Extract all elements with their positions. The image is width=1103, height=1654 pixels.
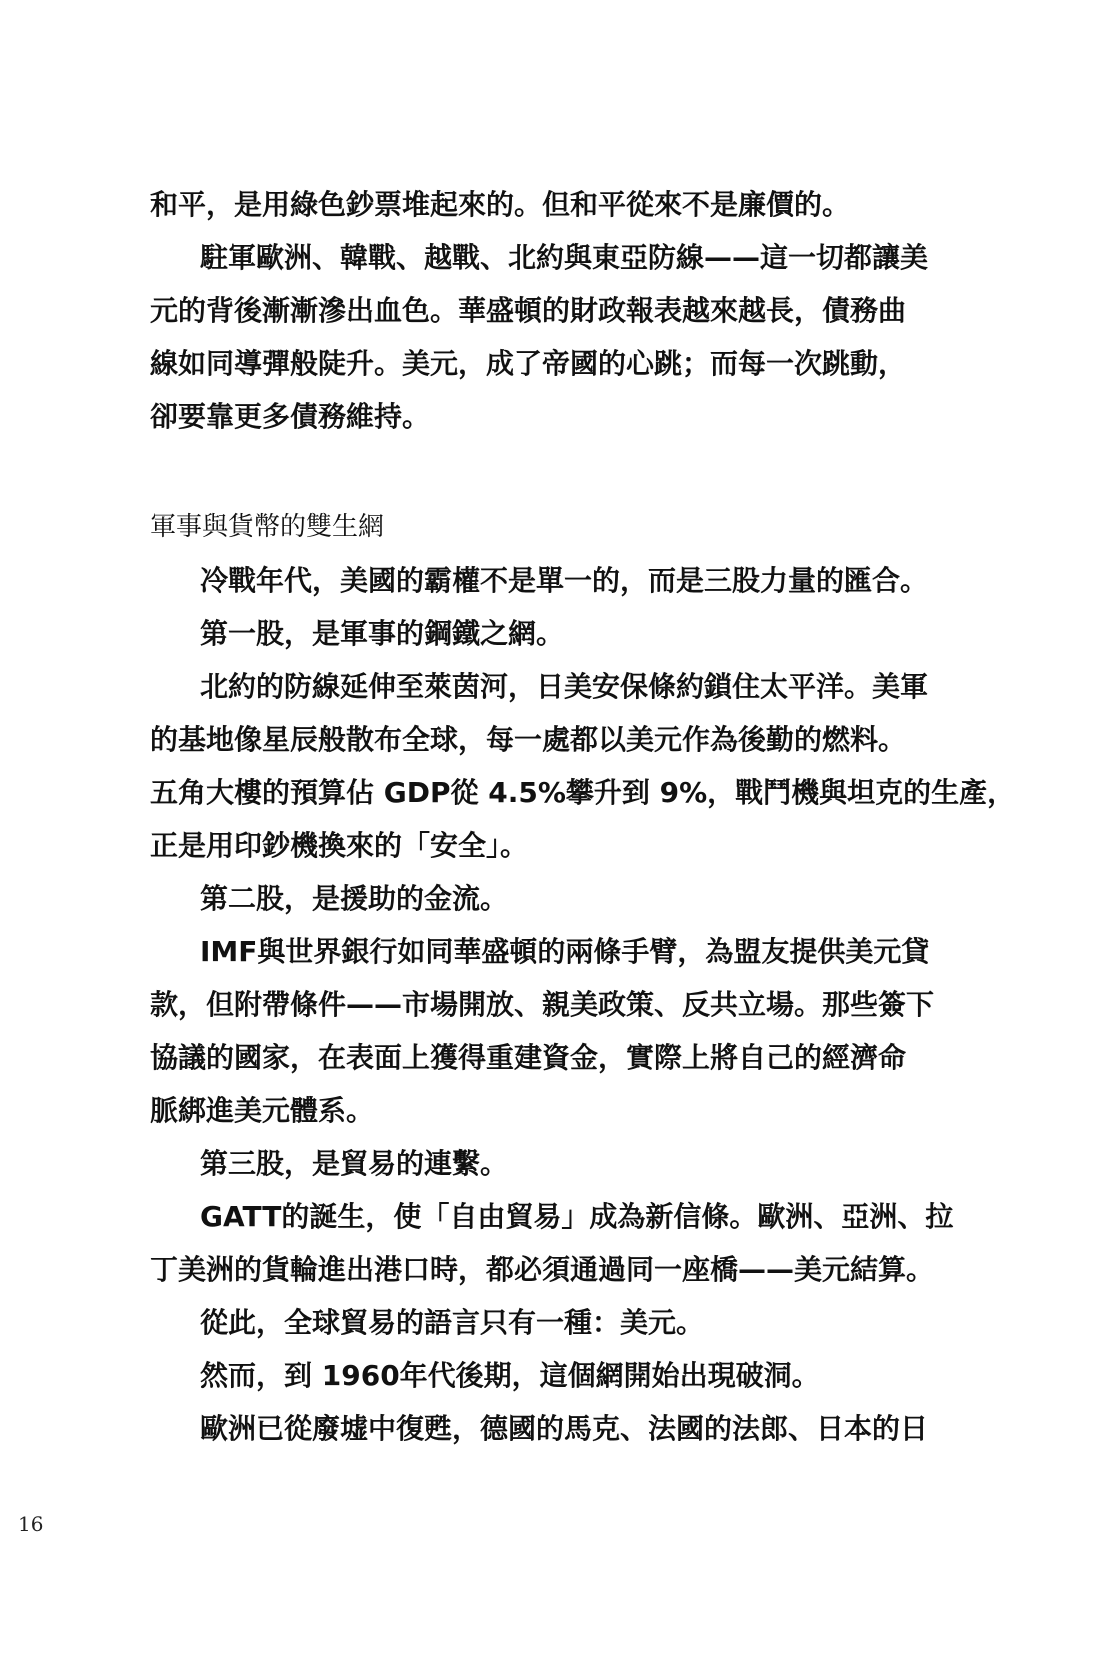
paragraph-line: 和平，是用綠色鈔票堆起來的。但和平從來不是廉價的。 [150, 188, 851, 221]
paragraph-line: 的基地像星辰般散布全球，每一處都以美元作為後勤的燃料。 [150, 723, 907, 756]
paragraph-line: 正是用印鈔機換來的「安全」。 [150, 829, 529, 862]
paragraph-line: 款，但附帶條件——市場開放、親美政策、反共立場。那些簽下 [150, 988, 935, 1021]
paragraph-line: 北約的防線延伸至萊茵河，日美安保條約鎖住太平洋。美軍 [200, 670, 929, 703]
paragraph-line: 冷戰年代，美國的霸權不是單一的，而是三股力量的匯合。 [200, 564, 929, 597]
paragraph-line: 元的背後漸漸滲出血色。華盛頓的財政報表越來越長，債務曲 [150, 294, 907, 327]
paragraph-line: 從此，全球貿易的語言只有一種：美元。 [200, 1306, 705, 1339]
paragraph-line: IMF與世界銀行如同華盛頓的兩條手臂，為盟友提供美元貸 [200, 935, 930, 968]
page-number: 16 [18, 1512, 44, 1536]
paragraph-line: 卻要靠更多債務維持。 [150, 400, 431, 433]
paragraph-line: 線如同導彈般陡升。美元，成了帝國的心跳；而每一次跳動， [150, 347, 907, 380]
paragraph-line: 丁美洲的貨輪進出港口時，都必須通過同一座橋——美元結算。 [150, 1253, 935, 1286]
paragraph-line: 駐軍歐洲、韓戰、越戰、北約與東亞防線——這一切都讓美 [200, 241, 929, 274]
paragraph-line: 第二股，是援助的金流。 [200, 882, 509, 915]
section-gap [150, 443, 900, 501]
paragraph-line: 歐洲已從廢墟中復甦，德國的馬克、法國的法郎、日本的日 [200, 1412, 929, 1445]
paragraph-line: 協議的國家，在表面上獲得重建資金，實際上將自己的經濟命 [150, 1041, 907, 1074]
body-text [150, 178, 1016, 1455]
paragraph-line: 脈綁進美元體系。 [150, 1094, 375, 1127]
paragraph-line: 第一股，是軍事的鋼鐵之網。 [200, 617, 565, 650]
paragraph-line: 然而，到 1960年代後期，這個網開始出現破洞。 [200, 1359, 820, 1392]
paragraph-line: 五角大樓的預算佔 GDP從 4.5%攀升到 9%，戰鬥機與坦克的生產， [150, 776, 1016, 809]
section-heading: 軍事與貨幣的雙生網 [150, 512, 385, 542]
paragraph-line: 第三股，是貿易的連繫。 [200, 1147, 509, 1180]
paragraph-line: GATT的誕生，使「自由貿易」成為新信條。歐洲、亞洲、拉 [200, 1200, 954, 1233]
